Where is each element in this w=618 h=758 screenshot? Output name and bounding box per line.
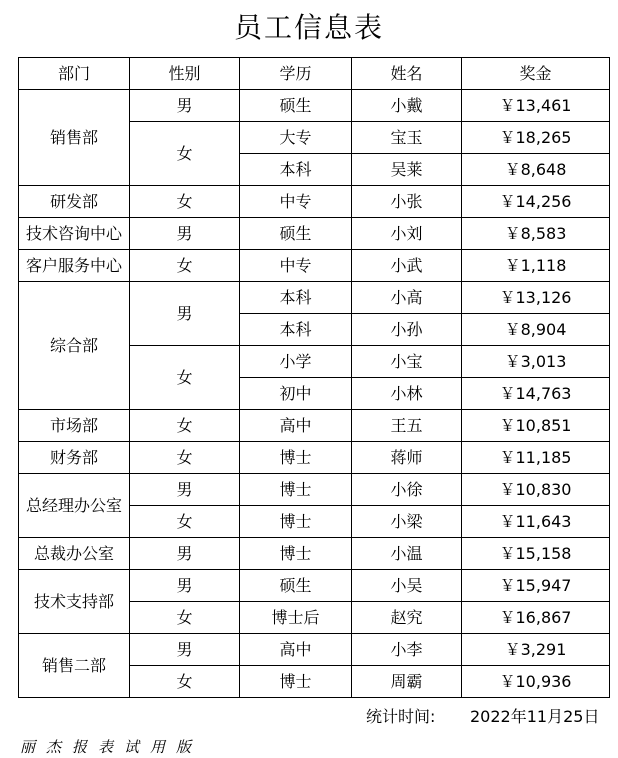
name-cell: 王五 xyxy=(352,410,462,442)
dept-cell: 研发部 xyxy=(19,186,130,218)
gender-cell: 女 xyxy=(130,250,240,282)
education-cell: 初中 xyxy=(240,378,352,410)
name-cell: 小宝 xyxy=(352,346,462,378)
bonus-cell: ￥14,763 xyxy=(462,378,610,410)
dept-cell: 综合部 xyxy=(19,282,130,410)
name-cell: 小刘 xyxy=(352,218,462,250)
dept-cell: 技术咨询中心 xyxy=(19,218,130,250)
gender-cell: 男 xyxy=(130,538,240,570)
name-cell: 周霸 xyxy=(352,666,462,698)
table-row xyxy=(19,570,610,602)
name-cell: 小徐 xyxy=(352,474,462,506)
statistics-time xyxy=(366,706,599,728)
bonus-cell: ￥8,583 xyxy=(462,218,610,250)
dept-cell: 市场部 xyxy=(19,410,130,442)
bonus-cell: ￥16,867 xyxy=(462,602,610,634)
table-row xyxy=(19,282,610,314)
trial-version-watermark: 丽杰报表试用版 xyxy=(20,738,203,756)
table-row xyxy=(19,634,610,666)
header-bonus: 奖金 xyxy=(462,58,610,90)
education-cell: 本科 xyxy=(240,314,352,346)
education-cell: 中专 xyxy=(240,250,352,282)
gender-cell: 女 xyxy=(130,666,240,698)
bonus-cell: ￥10,830 xyxy=(462,474,610,506)
statistics-time-label: 统计时间: xyxy=(366,707,436,726)
name-cell: 小武 xyxy=(352,250,462,282)
page-title: 员工信息表 xyxy=(233,11,384,44)
table-row xyxy=(19,186,610,218)
bonus-cell: ￥13,461 xyxy=(462,90,610,122)
table-row xyxy=(19,90,610,122)
name-cell: 小梁 xyxy=(352,506,462,538)
education-cell: 中专 xyxy=(240,186,352,218)
bonus-cell: ￥3,291 xyxy=(462,634,610,666)
gender-cell: 女 xyxy=(130,442,240,474)
dept-cell: 总经理办公室 xyxy=(19,474,130,538)
bonus-cell: ￥3,013 xyxy=(462,346,610,378)
education-cell: 博士 xyxy=(240,442,352,474)
dept-cell: 技术支持部 xyxy=(19,570,130,634)
gender-cell: 女 xyxy=(130,410,240,442)
gender-cell: 女 xyxy=(130,122,240,186)
education-cell: 博士 xyxy=(240,474,352,506)
gender-cell: 男 xyxy=(130,634,240,666)
name-cell: 蒋师 xyxy=(352,442,462,474)
table-row xyxy=(19,538,610,570)
table-row xyxy=(19,442,610,474)
table-header-row xyxy=(19,58,610,90)
header-name: 姓名 xyxy=(352,58,462,90)
education-cell: 高中 xyxy=(240,410,352,442)
statistics-time-value: 2022年11月25日 xyxy=(470,707,600,726)
table-row xyxy=(19,218,610,250)
bonus-cell: ￥14,256 xyxy=(462,186,610,218)
name-cell: 小温 xyxy=(352,538,462,570)
education-cell: 小学 xyxy=(240,346,352,378)
header-education: 学历 xyxy=(240,58,352,90)
dept-cell: 客户服务中心 xyxy=(19,250,130,282)
dept-cell: 销售二部 xyxy=(19,634,130,698)
name-cell: 宝玉 xyxy=(352,122,462,154)
gender-cell: 女 xyxy=(130,506,240,538)
name-cell: 小李 xyxy=(352,634,462,666)
table-row xyxy=(19,474,610,506)
name-cell: 赵究 xyxy=(352,602,462,634)
dept-cell: 财务部 xyxy=(19,442,130,474)
education-cell: 硕生 xyxy=(240,570,352,602)
gender-cell: 女 xyxy=(130,186,240,218)
bonus-cell: ￥18,265 xyxy=(462,122,610,154)
education-cell: 博士 xyxy=(240,538,352,570)
dept-cell: 总裁办公室 xyxy=(19,538,130,570)
bonus-cell: ￥11,185 xyxy=(462,442,610,474)
education-cell: 大专 xyxy=(240,122,352,154)
name-cell: 小高 xyxy=(352,282,462,314)
gender-cell: 女 xyxy=(130,346,240,410)
gender-cell: 男 xyxy=(130,282,240,346)
table-row xyxy=(19,250,610,282)
bonus-cell: ￥10,936 xyxy=(462,666,610,698)
education-cell: 博士 xyxy=(240,666,352,698)
header-gender: 性别 xyxy=(130,58,240,90)
education-cell: 博士后 xyxy=(240,602,352,634)
education-cell: 硕生 xyxy=(240,90,352,122)
employee-table xyxy=(18,57,610,698)
bonus-cell: ￥8,904 xyxy=(462,314,610,346)
bonus-cell: ￥15,947 xyxy=(462,570,610,602)
gender-cell: 男 xyxy=(130,474,240,506)
education-cell: 博士 xyxy=(240,506,352,538)
bonus-cell: ￥15,158 xyxy=(462,538,610,570)
bonus-cell: ￥11,643 xyxy=(462,506,610,538)
gender-cell: 男 xyxy=(130,218,240,250)
header-dept: 部门 xyxy=(19,58,130,90)
dept-cell: 销售部 xyxy=(19,90,130,186)
education-cell: 本科 xyxy=(240,154,352,186)
name-cell: 吴莱 xyxy=(352,154,462,186)
gender-cell: 女 xyxy=(130,602,240,634)
bonus-cell: ￥8,648 xyxy=(462,154,610,186)
name-cell: 小林 xyxy=(352,378,462,410)
education-cell: 本科 xyxy=(240,282,352,314)
education-cell: 硕生 xyxy=(240,218,352,250)
name-cell: 小戴 xyxy=(352,90,462,122)
bonus-cell: ￥1,118 xyxy=(462,250,610,282)
bonus-cell: ￥10,851 xyxy=(462,410,610,442)
gender-cell: 男 xyxy=(130,570,240,602)
name-cell: 小吴 xyxy=(352,570,462,602)
bonus-cell: ￥13,126 xyxy=(462,282,610,314)
education-cell: 高中 xyxy=(240,634,352,666)
name-cell: 小张 xyxy=(352,186,462,218)
table-row xyxy=(19,410,610,442)
name-cell: 小孙 xyxy=(352,314,462,346)
gender-cell: 男 xyxy=(130,90,240,122)
